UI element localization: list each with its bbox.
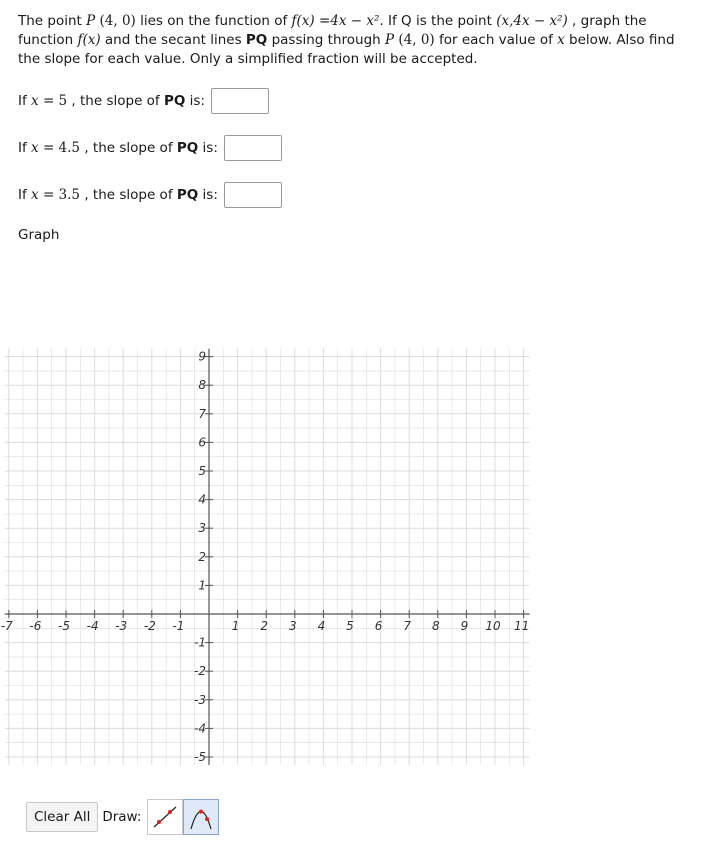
function-name: f(x) <box>291 13 315 29</box>
x-tick-label: 8 <box>431 619 440 633</box>
x-tick-label: -2 <box>143 619 156 633</box>
question-row-2 <box>18 133 282 163</box>
question-row-3 <box>18 180 282 210</box>
question-text: , the slope of <box>80 187 177 203</box>
x-tick-label: 7 <box>403 619 412 633</box>
function-name: f(x) <box>77 32 101 48</box>
variable-x: x <box>31 140 39 156</box>
point-p-symbol: P <box>86 13 96 29</box>
question-text: , the slope of <box>67 93 164 109</box>
y-tick-label: -4 <box>194 721 206 736</box>
intro-text: and the secant lines <box>100 32 246 48</box>
intro-text: The point <box>18 13 87 29</box>
graph-label: Graph <box>18 227 60 243</box>
point-p-coords: (4, 0) <box>99 13 136 29</box>
y-tick-label: -2 <box>194 664 206 679</box>
intro-text: passing through <box>267 32 385 48</box>
x-value: = 5 <box>38 93 68 109</box>
slope-answer-input-3[interactable] <box>224 182 282 208</box>
y-tick-label: 7 <box>198 406 206 421</box>
x-tick-label: -3 <box>115 619 128 633</box>
question-text: is: <box>198 187 218 203</box>
x-tick-label: 4 <box>317 619 326 633</box>
point-q-coords: (x,4x − x²) <box>496 13 568 29</box>
x-tick-label: -6 <box>29 619 42 633</box>
y-tick-label: -3 <box>194 692 206 707</box>
slope-answer-input-2[interactable] <box>224 135 282 161</box>
intro-text: . If Q is the point <box>379 13 497 29</box>
y-tick-label: 3 <box>198 521 206 536</box>
point-p-symbol: P <box>384 32 395 48</box>
y-tick-label: 8 <box>198 378 206 393</box>
line-segment-tool-icon <box>150 802 180 832</box>
function-equation: =4x − x² <box>314 13 380 29</box>
question-text: , the slope of <box>80 140 177 156</box>
graph-canvas[interactable] <box>0 262 560 800</box>
x-tick-label: 5 <box>346 619 354 633</box>
y-tick-label: -5 <box>194 750 206 764</box>
question-row-1 <box>18 86 269 116</box>
x-tick-label: -4 <box>86 619 99 633</box>
y-tick-label: 6 <box>198 435 206 450</box>
secant-pq-label: PQ <box>176 140 199 156</box>
x-tick-label: 2 <box>260 619 269 633</box>
y-tick-label: -1 <box>194 635 206 650</box>
y-tick-label: 2 <box>198 549 206 564</box>
intro-text: for each value of <box>434 32 558 48</box>
draw-label: Draw: <box>102 809 142 825</box>
y-tick-label: 5 <box>198 464 206 478</box>
question-text: If <box>18 187 32 203</box>
y-tick-label: 4 <box>198 492 206 507</box>
point-p-coords: (4, 0) <box>398 32 435 48</box>
variable-x: x <box>557 32 565 48</box>
intro-text: lies on the function of <box>135 13 292 29</box>
x-tick-label: 3 <box>288 619 297 633</box>
x-tick-label: -1 <box>172 619 185 633</box>
line-tool-button[interactable] <box>147 799 183 835</box>
y-tick-label: 9 <box>198 349 206 364</box>
parabola-tool-icon <box>186 802 216 832</box>
x-tick-label: 11 <box>513 619 530 633</box>
variable-x: x <box>31 187 39 203</box>
intro-text: , graph the function <box>18 13 647 48</box>
problem-statement <box>18 12 698 69</box>
question-text: If <box>18 93 32 109</box>
y-tick-label: 1 <box>198 578 206 593</box>
x-tick-label: 6 <box>374 619 383 633</box>
x-tick-label: 9 <box>460 619 469 633</box>
x-value: = 3.5 <box>38 187 81 203</box>
secant-pq-label: PQ <box>176 187 199 203</box>
variable-x: x <box>31 93 39 109</box>
slope-answer-input-1[interactable] <box>211 88 269 114</box>
parabola-tool-button[interactable] <box>183 799 219 835</box>
question-text: If <box>18 140 32 156</box>
x-tick-label: -7 <box>0 619 13 633</box>
secant-pq-label: PQ <box>163 93 186 109</box>
secant-pq-label: PQ <box>245 32 268 48</box>
question-text: is: <box>198 140 218 156</box>
x-tick-label: 1 <box>231 619 240 633</box>
clear-all-button[interactable]: Clear All <box>26 802 98 832</box>
intro-text: below. Also find the slope for each value. Only a simplified fraction will be accepted. <box>18 32 675 67</box>
toolbar <box>26 799 219 835</box>
x-value: = 4.5 <box>38 140 81 156</box>
x-tick-label: -5 <box>58 619 70 633</box>
x-tick-label: 10 <box>485 619 501 633</box>
question-text: is: <box>185 93 205 109</box>
